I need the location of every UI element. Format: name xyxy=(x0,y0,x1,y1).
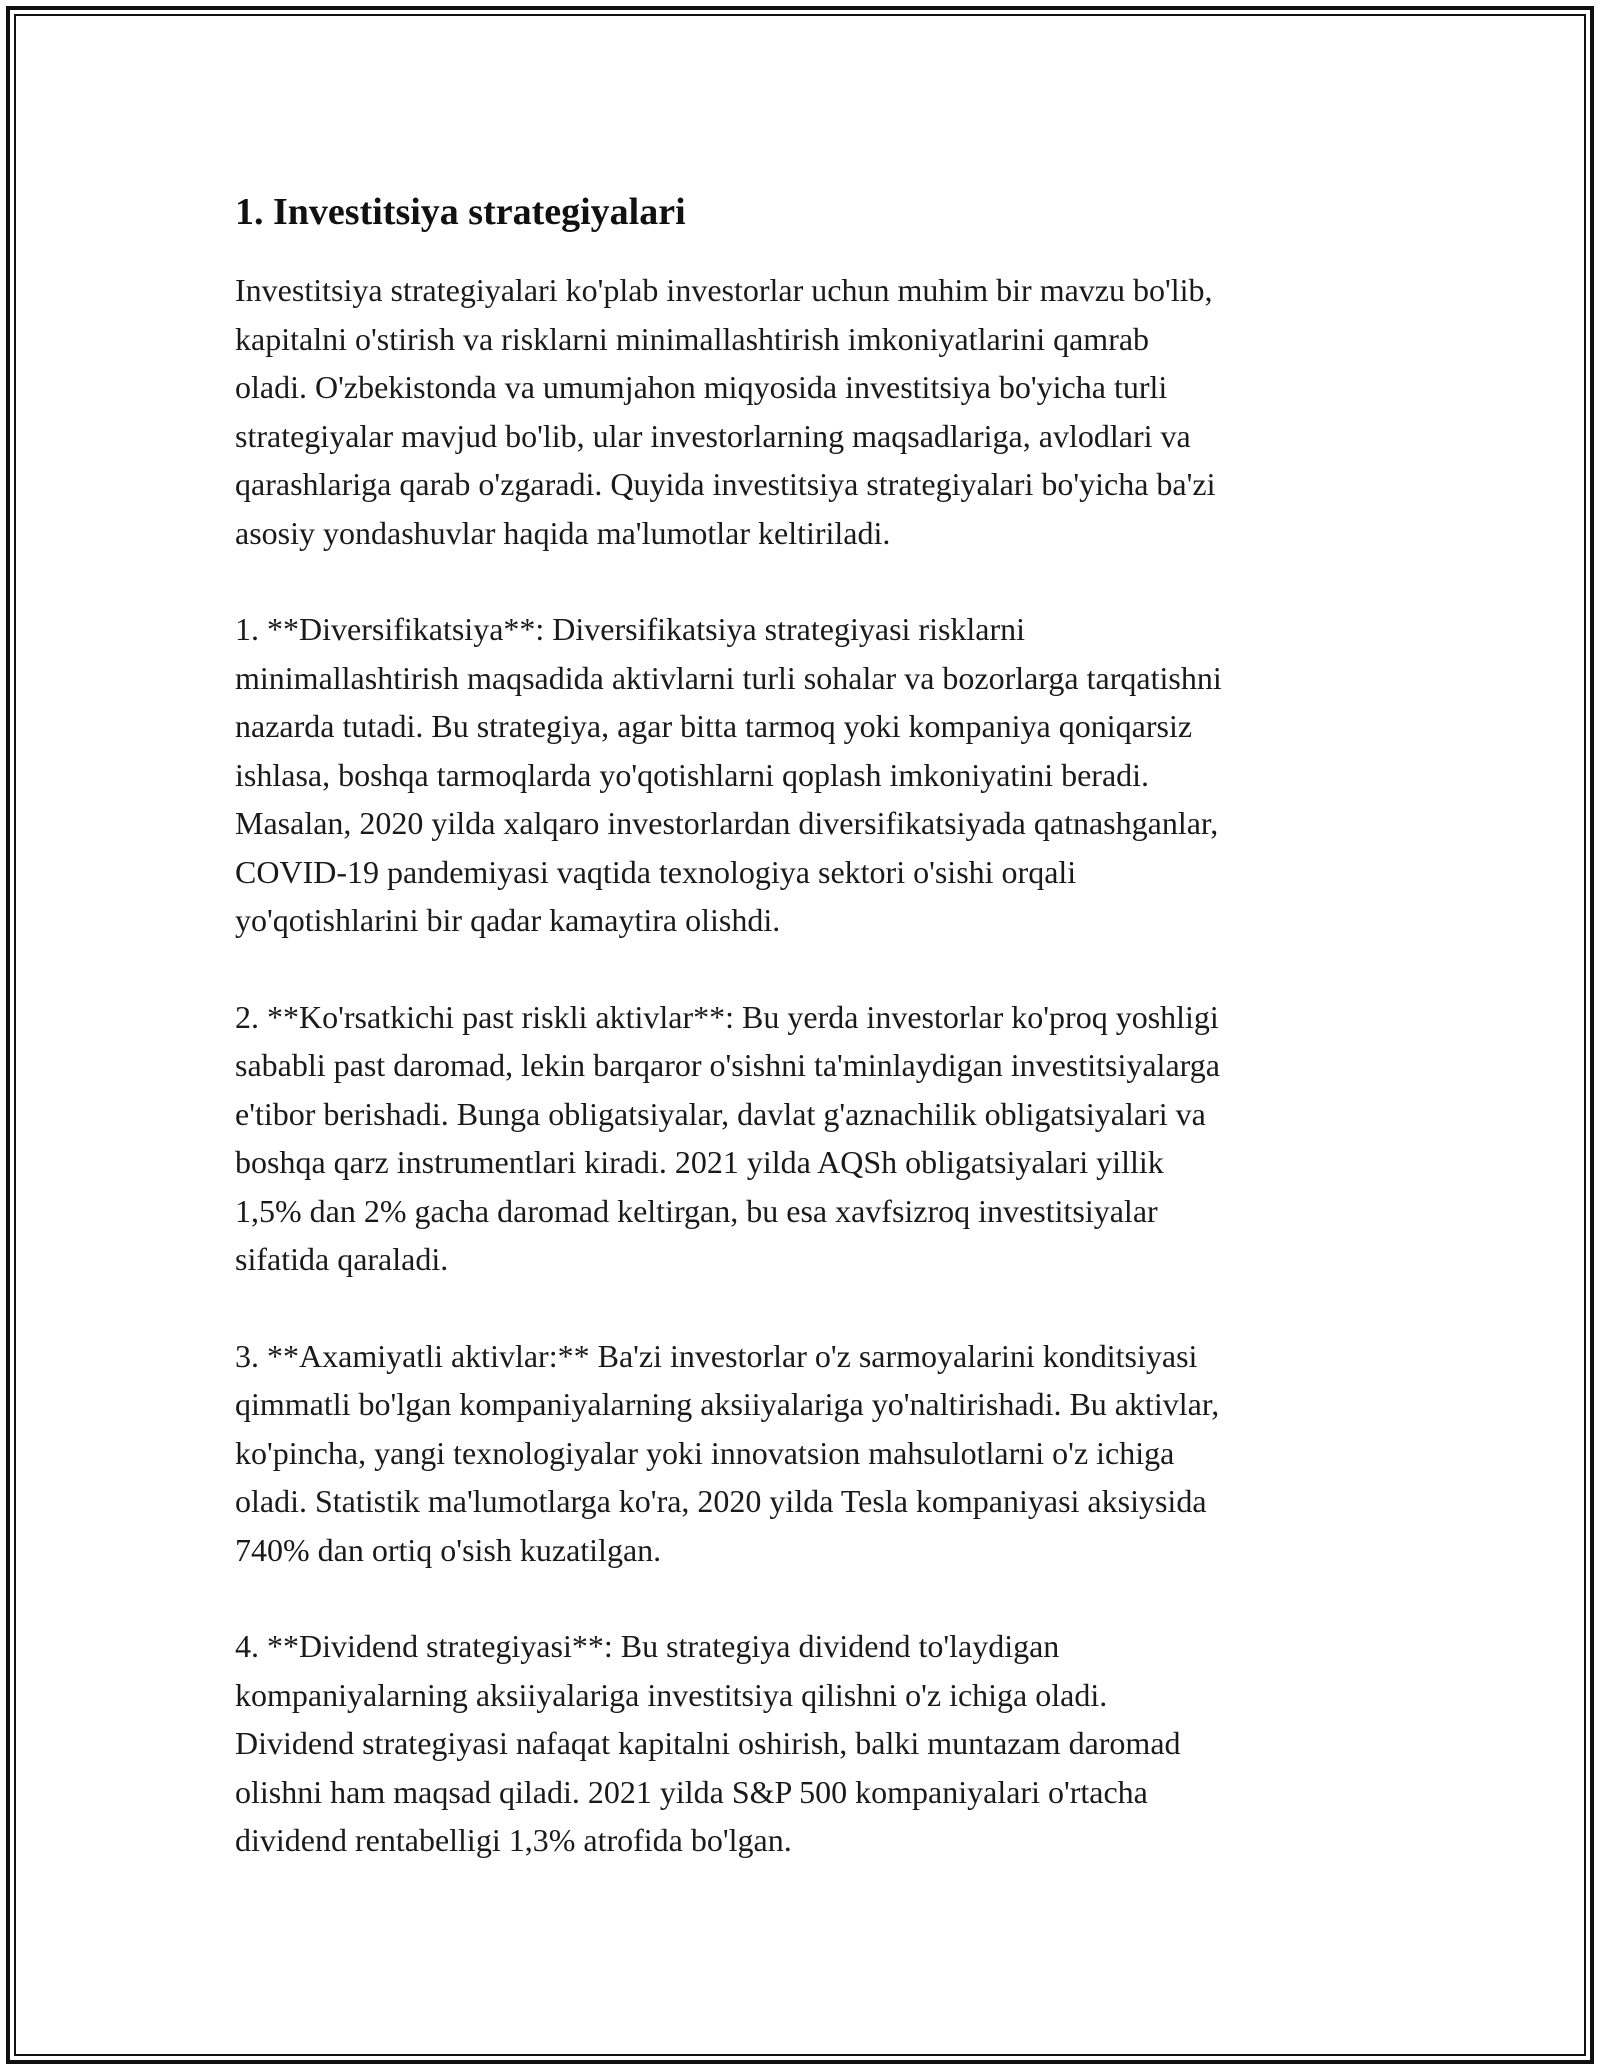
intro-paragraph: Investitsiya strategiyalari ko'plab investorlar uchun muhim bir mavzu bo'lib, kapitalni o'stirish va risklarni minimallashtirish imkoniyatlarini qamrab oladi. O'zbekistonda va umumjahon miqyosida investitsiya bo'yicha turli strategiyalar mavjud bo'lib, ular investorlarning maqsadlariga, avlodlari va qarashlariga qarab o'zgaradi. Quyida investitsiya strategiyalari bo'yicha ba'zi asosiy yondashuvlar haqida ma'lumotlar keltiriladi. xyxy=(235,272,1216,551)
diversification-paragraph: 1. **Diversifikatsiya**: Diversifikatsiya strategiyasi risklarni minimallashtirish maqsadida aktivlarni turli sohalar va bozorlarga tarqatishni nazarda tutadi. Bu strategiya, agar bitta tarmoq yoki kompaniya qoniqarsiz ishlasa, boshqa tarmoqlarda yo'qotishlarni qoplash imkoniyatini beradi. Masalan, 2020 yilda xalqaro investorlardan diversifikatsiyada qatnashganlar, COVID-19 pandemiyasi vaqtida texnologiya sektori o'sishi orqali yo'qotishlarini bir qadar kamaytira olishdi. xyxy=(235,611,1222,938)
document-title: 1. Investitsiya strategiyalari xyxy=(235,191,686,233)
document-body xyxy=(235,188,1375,1913)
dividend-strategy-paragraph: 4. **Dividend strategiyasi**: Bu strategiya dividend to'laydigan kompaniyalarning aksiiyalariga investitsiya qilishni o'z ichiga oladi. Dividend strategiyasi nafaqat kapitalni oshirish, balki muntazam daromad olishni ham maqsad qiladi. 2021 yilda S&P 500 kompaniyalari o'rtacha dividend rentabelligi 1,3% atrofida bo'lgan. xyxy=(235,1628,1181,1858)
significant-assets-paragraph: 3. **Axamiyatli aktivlar:** Ba'zi investorlar o'z sarmoyalarini konditsiyasi qimmatli bo'lgan kompaniyalarning aksiiyalariga yo'naltirishadi. Bu aktivlar, ko'pincha, yangi texnologiyalar yoki innovatsion mahsulotlarni o'z ichiga oladi. Statistik ma'lumotlarga ko'ra, 2020 yilda Tesla kompaniyasi aksiysida 740% dan ortiq o'sish kuzatilgan. xyxy=(235,1337,1220,1568)
low-risk-assets-paragraph: 2. **Ko'rsatkichi past riskli aktivlar**: Bu yerda investorlar ko'proq yoshligi sababli past daromad, lekin barqaror o'sishni ta'minlaydigan investitsiyalarga e'tibor berishadi. Bunga obligatsiyalar, davlat g'aznachilik obligatsiyalari va boshqa qarz instrumentlari kiradi. 2021 yilda AQSh obligatsiyalari yillik 1,5% dan 2% gacha daromad keltirgan, bu esa xavfsizroq investitsiyalar sifatida qaraladi. xyxy=(235,998,1220,1277)
